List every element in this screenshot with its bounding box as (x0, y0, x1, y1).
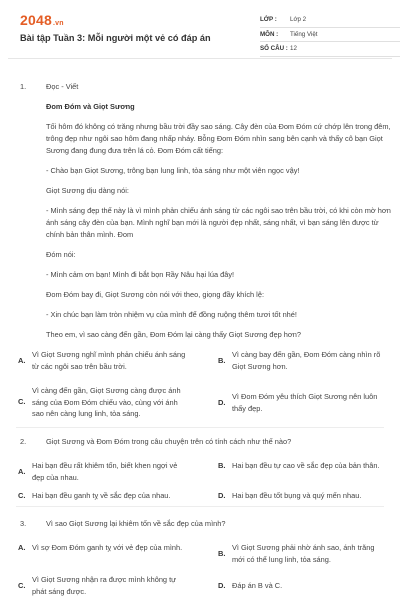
answer-option[interactable] (18, 349, 188, 372)
meta-row-subject (260, 28, 400, 43)
option-letter: C. (18, 397, 26, 407)
option-text: Hai bạn đều tốt bụng và quý mến nhau. (232, 491, 362, 501)
story-paragraph: Giọt Sương dịu dàng nói: (46, 186, 129, 195)
question-text: Giọt Sương và Đom Đóm trong câu chuyện trên có tính cách như thế nào? (46, 437, 292, 446)
option-letter: C. (18, 580, 26, 590)
meta-row-grade (260, 13, 400, 28)
worksheet-header (8, 0, 392, 59)
option-text: Hai bạn đều tự cao về sắc đẹp của bản thân. (232, 461, 380, 471)
option-letter: C. (18, 491, 26, 500)
meta-row-count (260, 42, 400, 57)
option-text: Vì Đom Đóm yêu thích Giọt Sương nên luôn thấy đẹp. (232, 392, 378, 413)
option-letter: B. (218, 548, 226, 558)
question-2 (46, 436, 391, 448)
option-text: Vì sợ Đom Đóm ganh tỵ với vẻ đẹp của mình. (32, 543, 183, 553)
option-text: Vì Giọt Sương phải nhờ ánh sao, ánh trăng mới có thể lung linh, tỏa sáng. (232, 543, 375, 564)
question-1 (46, 81, 391, 341)
option-text: Đáp án B và C. (232, 581, 283, 591)
answer-option[interactable] (218, 490, 388, 502)
question-divider (16, 427, 384, 428)
story-paragraph: - Chào bạn Giọt Sương, trông bạn lung linh, tỏa sáng như một viên ngọc vậy! (46, 166, 300, 175)
logo-main: 2048 (20, 12, 52, 28)
option-text: Vì càng bay đến gần, Đom Đóm càng nhìn rõ Giọt Sương hơn. (232, 350, 381, 371)
answer-option[interactable] (218, 349, 388, 372)
question-number: 3. (20, 519, 27, 528)
answer-option[interactable] (18, 460, 188, 483)
option-text: Hai bạn đều rất khiêm tốn, biết khen ngợi vẻ đẹp của nhau. (32, 461, 178, 482)
story-paragraph: - Xin chúc bạn làm tròn nhiệm vụ của mình để đồng ruộng thêm tươi tốt nhé! (46, 310, 297, 319)
question-number: 1. (20, 82, 27, 91)
option-text: Vì càng đến gần, Giọt Sương càng được ánh sáng của Đom Đóm chiếu vào, cùng với ánh sao nên càng lung linh, tỏa sáng. (32, 386, 181, 418)
answer-option[interactable] (218, 580, 388, 592)
option-letter: D. (218, 491, 226, 500)
answer-option[interactable] (218, 391, 388, 414)
meta-value: Lớp 2 (290, 16, 307, 24)
meta-label: LỚP : (260, 16, 277, 24)
story-paragraph: Tối hôm đó không có trăng nhưng bầu trời đầy sao sáng. Cây đèn của Đom Đóm cứ chớp lên trong đêm, trông đẹp như ngôi sao hôm đang nhấp nháy. Bỗng Đom Đóm nhìn sang bên cạnh và thấy cô bạn Giọt Sương đang đung đưa trên lá cỏ. Đom Đóm cất tiếng: (46, 122, 391, 155)
option-letter: A. (18, 466, 26, 476)
answer-option[interactable] (18, 574, 188, 597)
option-letter: B. (218, 461, 226, 470)
answer-option[interactable] (18, 490, 188, 502)
option-letter: A. (18, 355, 26, 365)
story-paragraph: - Mình sáng đẹp thế này là vì mình phản chiếu ánh sáng từ các ngôi sao trên bầu trời, có khi còn mờ hơn ánh sáng cây đèn của bạn. Mình nghĩ bạn mới là người đẹp nhất, sáng nhất, vì bạn sáng lên được từ chính bản thân mình. Đom (46, 206, 391, 239)
story-title: Đom Đóm và Giọt Sương (46, 102, 135, 111)
option-letter: D. (218, 581, 226, 590)
option-text: Hai bạn đều ganh tỵ về sắc đẹp của nhau. (32, 491, 171, 501)
question-text: Vì sao Giọt Sương lại khiêm tốn về sắc đẹp của mình? (46, 519, 226, 528)
worksheet-meta (260, 13, 400, 57)
question-text: Theo em, vì sao càng đến gần, Đom Đóm lại càng thấy Giọt Sương đẹp hơn? (46, 330, 301, 339)
meta-label: MÔN : (260, 30, 279, 38)
option-letter: A. (18, 543, 26, 552)
meta-value: Tiếng Việt (290, 30, 318, 38)
option-text: Vì Giọt Sương nhận ra được mình không tự phát sáng được. (32, 575, 177, 596)
option-text: Vì Giọt Sương nghĩ mình phản chiếu ánh sáng từ các ngôi sao trên bầu trời. (32, 350, 186, 371)
logo-suffix: .vn (52, 20, 64, 27)
story-paragraph: Đom Đóm bay đi, Giọt Sương còn nói với theo, giọng đầy khích lệ: (46, 290, 264, 299)
section-heading: Đọc - Viết (46, 82, 79, 91)
answer-option[interactable] (18, 385, 188, 420)
question-number: 2. (20, 437, 27, 446)
answer-option[interactable] (18, 542, 188, 554)
question-3 (46, 518, 391, 530)
site-logo[interactable] (20, 12, 64, 28)
answer-option[interactable] (218, 460, 388, 472)
story-paragraph: Đóm nói: (46, 250, 76, 259)
option-letter: D. (218, 397, 226, 407)
option-letter: B. (218, 355, 226, 365)
question-divider (16, 506, 384, 507)
story-paragraph: - Mình cảm ơn bạn! Mình đi bắt bọn Rầy Nâu hại lúa đây! (46, 270, 235, 279)
meta-value: 12 (290, 45, 297, 53)
page-title: Bài tập Tuần 3: Mỗi người một vẻ có đáp án (20, 33, 211, 43)
answer-option[interactable] (218, 542, 388, 565)
meta-label: SỐ CÂU : (260, 45, 288, 53)
